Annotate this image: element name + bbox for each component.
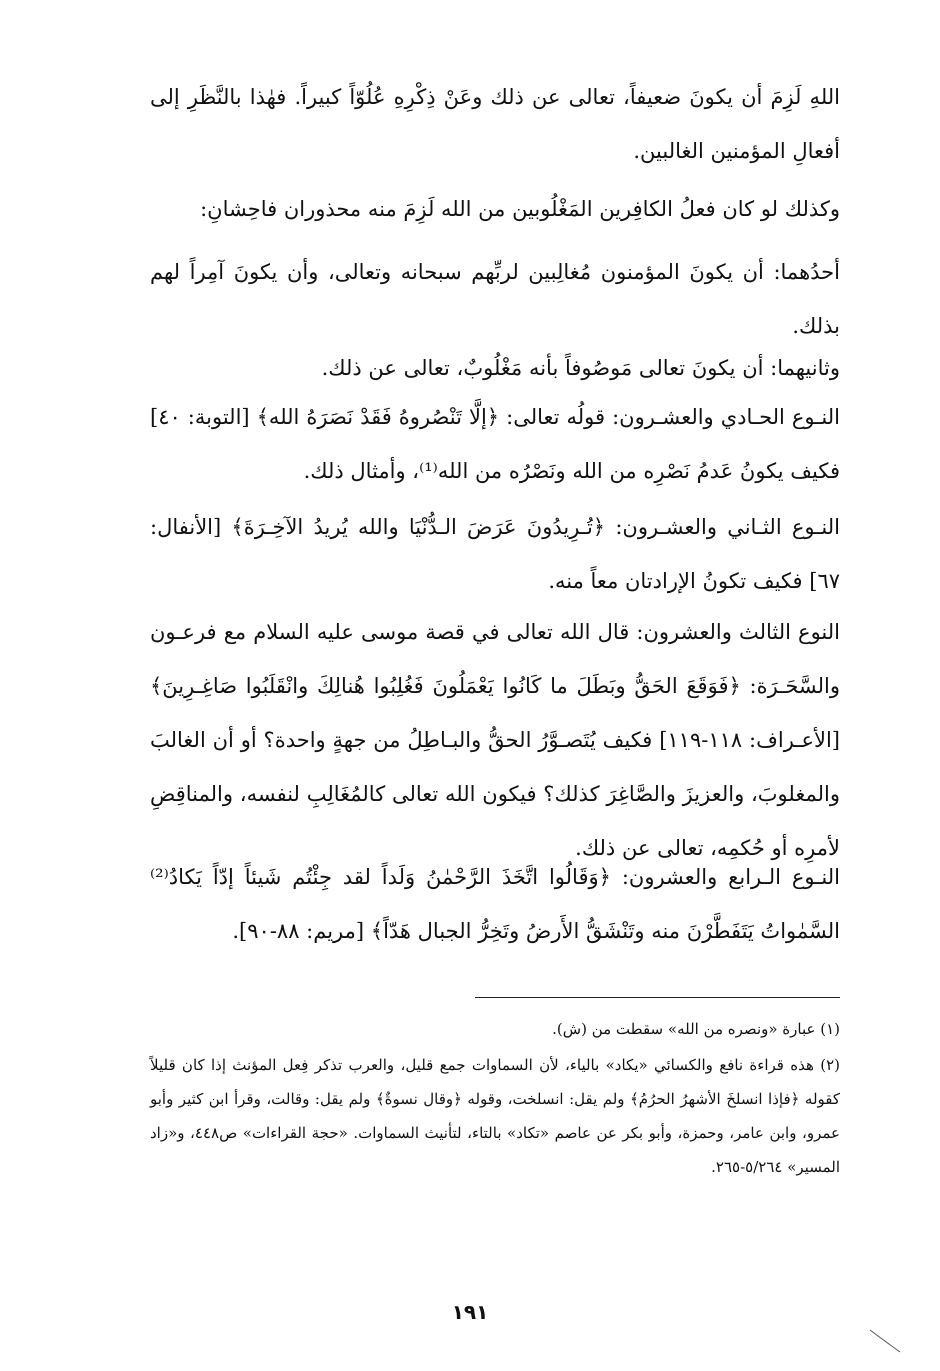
footnote-1: (١) عبارة «ونصره من الله» سقطت من (ش). [552, 1020, 840, 1038]
paragraph-1: اللهِ لَزِمَ أن يكونَ ضعيفاً، تعالى عن ذلك وعَنْ ذِكْرِهِ عُلُوّاً كبيراً. فهٰذا بالنَّظَرِ إلى أفعالِ المؤمنين الغالبين. [150, 85, 840, 163]
paragraph-2: وكذلك لو كان فعلُ الكافِرين المَغْلُوبين من الله لَزِمَ منه محذوران فاحِشانِ: [200, 197, 840, 221]
footnote-2: (٢) هذه قراءة نافع والكسائي «يكاد» بالياء، لأن السماوات جمع قليل، والعرب تذكر فِعل المؤنث إذا كان قليلاً كقوله ﴿فإذا انسلخَ الأشهرُ الحرُمُ﴾ ولم يقل: انسلخت، وقوله ﴿وقال نسوةٌ﴾ ولم يقل: وقالت، وقرأ ابن كثير وأبو عمرو، وابن عامر، وحمزة، وأبو بكر عن عاصم «تكاد» بالتاء، لتأنيث السماوات. «حجة القراءات» ص٤٤٨، و«زاد المسير» ٥/٢٦٤-٢٦٥. [150, 1056, 840, 1176]
scan-mark-icon [868, 1328, 902, 1354]
page-number: ١٩١ [451, 1300, 489, 1324]
paragraph-7: النوع الثالث والعشرون: قال الله تعالى في قصة موسى عليه السلام مع فرعـون والسَّحَـرَة: ﴿فَوَقَعَ الحَقُّ وبَطَلَ ما كَانُوا يَعْمَلُونَ فَغُلِبُوا هُنالِكَ وانْقَلَبُوا صَاغِـرِينَ﴾ [الأعـراف: ١١٨-١١٩] فكيف يُتَصـوَّرُ الحقُّ والبـاطِلُ من جهةٍ واحدة؟ أو أن الغالبَ والمغلوبَ، والعزيزَ والصَّاغِرَ كذلك؟ فيكون الله تعالى كالمُغَالِبِ لنفسه، والمناقِضِ لأمرِه أو حُكمِه، تعالى عن ذلك. [150, 620, 840, 860]
main-text-paragraph [150, 605, 840, 875]
main-text-paragraph [150, 390, 840, 498]
main-text-paragraph [150, 500, 840, 608]
paragraph-4: وثانيهما: أن يكونَ تعالى مَوصُوفاً بأنه مَغْلُوبٌ، تعالى عن ذلك. [321, 356, 840, 380]
paragraph-5: النـوع الحـادي والعشـرون: قولُه تعالى: ﴿إلَّا تَنْصُروهُ فَقَدْ نَصَرَهُ الله﴾ [التوبة: ٤٠] فكيف يكونُ عَدمُ نَصْرِه من الله ونَصْرُه من الله⁽¹⁾، وأمثال ذلك. [150, 405, 840, 483]
footnotes-section [150, 1012, 840, 1184]
paragraph-8: النـوع الـرابع والعشرون: ﴿وَقَالُوا اتَّخَذَ الرَّحْمٰنُ وَلَداً لقد جِئْتُم شَيئاً إدّاً يَكادُ⁽²⁾ السَّمٰواتُ يَتَفَطَّرْنَ منه وتَنْشَقُّ الأَرضُ وتَخِرُّ الجبال هَدّاً﴾ [مريم: ٨٨-٩٠]. [150, 865, 840, 943]
main-text-paragraph [150, 70, 840, 178]
footnote-divider [475, 997, 840, 998]
main-text-paragraph [150, 341, 840, 395]
main-text-paragraph [150, 850, 840, 958]
main-text-paragraph [150, 245, 840, 353]
main-text-paragraph [150, 182, 840, 236]
paragraph-3: أحدُهما: أن يكونَ المؤمنون مُغالِبين لربِّهم سبحانه وتعالى، وأن يكونَ آمِراً لهم بذلك. [150, 260, 840, 338]
paragraph-6: النـوع الثـاني والعشـرون: ﴿تُـرِيدُونَ عَرَضَ الـدُّنْيَا والله يُريدُ الآخِـرَةَ﴾ [الأنفال: ٦٧] فكيف تكونُ الإرادتان معاً منه. [150, 515, 840, 593]
